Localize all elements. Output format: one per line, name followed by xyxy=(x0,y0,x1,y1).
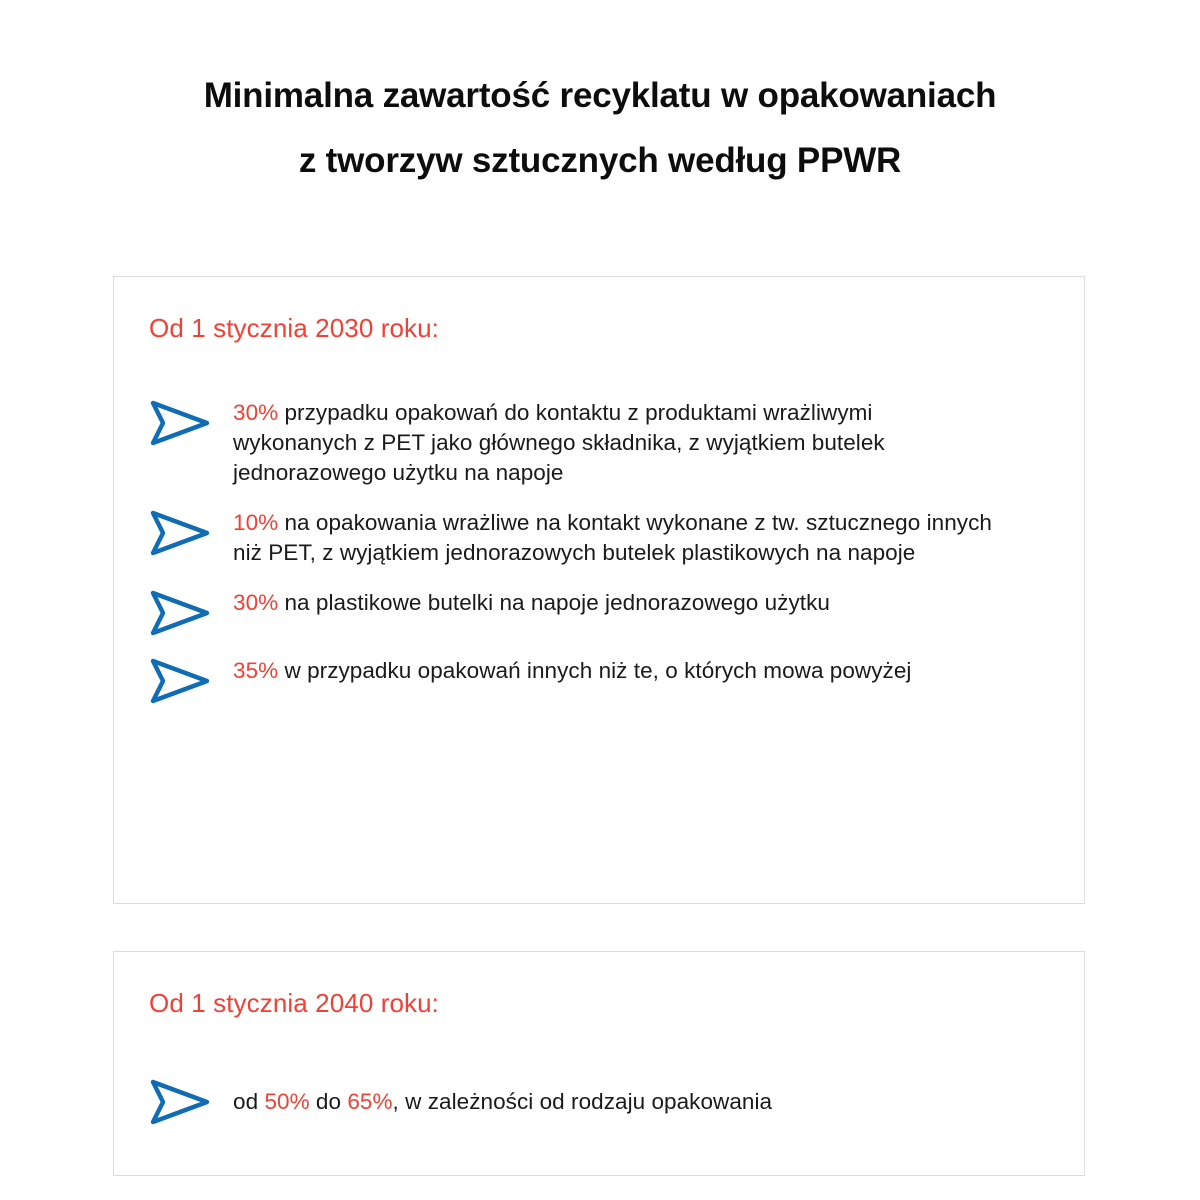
bullet-list-2030 xyxy=(149,398,1050,704)
bullet-body: przypadku opakowań do kontaktu z produktami wrażliwymi wykonanych z PET jako głównego składnika, z wyjątkiem butelek jednorazowego użytku na napoje xyxy=(233,400,885,486)
send-arrow-icon xyxy=(149,1079,211,1125)
bullet-percentage: 35% xyxy=(233,658,279,684)
list-item xyxy=(149,508,1050,568)
page-title xyxy=(0,0,1200,178)
bullet-prefix: od xyxy=(233,1089,265,1115)
bullet-percentage: 30% xyxy=(233,400,279,426)
send-arrow-icon xyxy=(149,510,211,556)
bullet-body: na plastikowe butelki na napoje jednorazowego użytku xyxy=(278,590,830,616)
page-title-line-2: z tworzyw sztucznych według PPWR xyxy=(298,141,902,180)
bullet-body: w przypadku opakowań innych niż te, o których mowa powyżej xyxy=(278,658,912,684)
send-arrow-icon xyxy=(149,658,211,704)
bullet-text xyxy=(233,398,1003,488)
list-item xyxy=(149,398,1050,488)
send-arrow-icon xyxy=(149,400,211,446)
section-card-2030-inner xyxy=(114,277,1084,704)
bullet-middle: do xyxy=(309,1089,348,1115)
bullet-body: , w zależności od rodzaju opakowania xyxy=(392,1089,773,1115)
section-card-2040 xyxy=(113,951,1085,1176)
bullet-text xyxy=(233,588,830,618)
section-card-2040-inner xyxy=(114,952,1084,1125)
bullet-body: na opakowania wrażliwe na kontakt wykonane z tw. sztucznego innych niż PET, z wyjątkiem jednorazowych butelek plastikowych na napoje xyxy=(233,510,992,566)
page-title-line-1: Minimalna zawartość recyklatu w opakowaniach xyxy=(203,76,997,115)
list-item xyxy=(149,1079,1050,1125)
bullet-percentage: 10% xyxy=(233,510,279,536)
bullet-text xyxy=(233,1087,772,1117)
section-card-2030 xyxy=(113,276,1085,904)
bullet-percentage-from: 50% xyxy=(264,1089,310,1115)
list-item xyxy=(149,656,1050,704)
bullet-percentage: 30% xyxy=(233,590,279,616)
bullet-text xyxy=(233,656,911,686)
list-item xyxy=(149,588,1050,636)
bullet-percentage-to: 65% xyxy=(347,1089,393,1115)
bullet-text xyxy=(233,508,1003,568)
section-heading-2040: Od 1 stycznia 2040 roku: xyxy=(149,988,439,1018)
send-arrow-icon xyxy=(149,590,211,636)
section-heading-2030: Od 1 stycznia 2030 roku: xyxy=(149,313,439,343)
bullet-list-2040 xyxy=(149,1079,1050,1125)
